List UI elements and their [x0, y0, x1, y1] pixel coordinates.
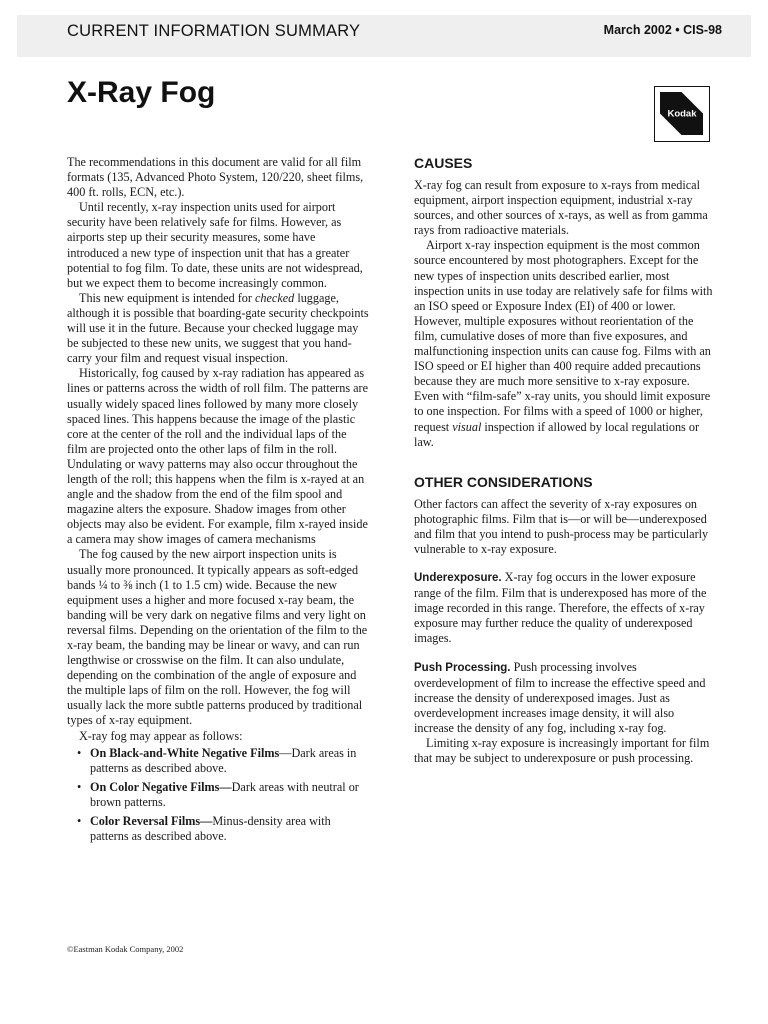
paragraph-appearance-intro: X-ray fog may appear as follows: [79, 728, 243, 743]
right-column [414, 155, 716, 766]
list-item-term: On Color Negative Films— [90, 779, 232, 794]
left-column [67, 155, 369, 848]
list-item-desc: Dark areas with neutral or brown patterns. [90, 779, 359, 809]
bullet-mark: • [77, 745, 82, 760]
fog-appearance-list [67, 746, 369, 845]
underexposure-term: Underexposure. [414, 572, 502, 585]
paragraph-airport-units: Until recently, x-ray inspection units used for airport security have been relatively safe for films. However, as airports step up their security measures, some have introduced a new type of inspection unit that has a greater potential to fog film. To date, these units are not widespread, but we expect them to become increasingly common. [67, 200, 363, 290]
other-considerations-heading: OTHER CONSIDERATIONS [414, 473, 593, 490]
list-item [77, 746, 369, 776]
push-processing-paragraph [414, 660, 716, 736]
kodak-logo-icon [660, 92, 703, 135]
other-considerations-paragraph: Other factors can affect the severity of x-ray exposures on photographic films. Film that is—or will be—underexposed and film that you intend to push-process may be particularly vulnerable to x-ray exposure. [414, 496, 709, 556]
list-item-desc: Minus-density area with patterns as described above. [90, 814, 331, 844]
section-label: CURRENT INFORMATION SUMMARY [67, 22, 361, 40]
emphasis-checked: checked [255, 290, 295, 305]
text-run: Airport x-ray inspection equipment is the most common source encountered by most photographers. Except for the new types of inspection units described earlier, most inspection units in use today are relatively safe for films with an ISO speed or Exposure Index (EI) of 400 or lower. However, multiple exposures without reorientation of the film, cumulative doses of more than five exposures, and malfunctioning inspection units can cause fog. Films with an ISO speed or EI higher than 400 require added precautions because they are much more sensitive to x-ray exposure. Even with “film-safe” x-ray units, you should limit exposure to one inspection. For films with a speed of 1000 or higher, request [414, 238, 713, 434]
text-run: This new equipment is intended for [79, 290, 256, 305]
paragraph-historical-fog: Historically, fog caused by x-ray radiation has appeared as lines or patterns across the width of roll film. The patterns are usually widely spaced lines followed by many more closely spaced lines. This happens because the image of the plastic core at the center of the roll and the individual laps of the film are projected onto the other laps of film in the roll. Undulating or wavy patterns may also occur throughout the length of the roll; this happens when the film is x-rayed at an angle and the shadow from the end of the film spool and magazine alters the exposure. Shadow images from other objects may also be evident. For example, film x-rayed inside a camera may show images of camera mechanisms [67, 366, 368, 547]
list-item-term: Color Reversal Films— [90, 814, 213, 829]
push-processing-term: Push Processing. [414, 661, 511, 674]
emphasis-visual: visual [452, 419, 482, 434]
paragraph-checked-luggage [67, 291, 369, 366]
causes-heading: CAUSES [414, 155, 473, 171]
date-code: March 2002 • CIS-98 [603, 23, 722, 37]
list-item-desc: —Dark areas in patterns as described above. [90, 745, 357, 775]
text-run: inspection if allowed by local regulations or law. [414, 419, 700, 449]
list-item [77, 814, 369, 844]
text-run: luggage, although it is possible that boarding-gate security checkpoints will use it in the future. Because your checked luggage may be subjected to these new units, we suggest that you hand-carry your film and request visual inspection. [67, 290, 369, 366]
causes-paragraph-sources: X-ray fog can result from exposure to x-rays from medical equipment, airport inspection equipment, industrial x-ray sources, and other sources of x-rays, as well as from gamma rays from radioactive materials. [414, 178, 708, 238]
bullet-mark: • [77, 779, 82, 794]
header-band [17, 15, 751, 57]
push-processing-text: Push processing involves overdevelopment of film to increase the effective speed and increase the density of underexposed images. Just as overdevelopment increases image density, it will also increase the density of any fog, including x-ray fog. [414, 659, 706, 735]
page-title: X-Ray Fog [67, 76, 216, 109]
kodak-logo [654, 86, 710, 142]
list-item-term: On Black-and-White Negative Films [90, 745, 280, 760]
paragraph-new-units-fog: The fog caused by the new airport inspection units is usually more pronounced. It typically appears as soft-edged bands ¼ to ⅜ inch (1 to 1.5 cm) wide. Because the new equipment uses a higher and more focused x-ray beam, the banding will be very dark on negative films and very light on reversal films. Depending on the orientation of the film to the x-ray beam, the banding may be linear or wavy, and can run lengthwise or crosswise on the film. It can also undulate, depending on the combination of the angle of exposure and the multiple laps of film on the roll. However, the fog will usually lack the more subtle patterns produced by traditional types of x-ray equipment. [67, 547, 368, 728]
underexposure-paragraph [414, 570, 716, 646]
underexposure-text: X-ray fog occurs in the lower exposure range of the film. Film that is underexposed has more of the image recorded in this range. Therefore, the effects of x-ray exposure may further reduce the quality of underexposed images. [414, 570, 707, 646]
list-item [77, 780, 369, 810]
intro-paragraph: The recommendations in this document are valid for all film formats (135, Advanced Photo System, 120/220, sheet films, 400 ft. rolls, ECN, etc.). [67, 155, 364, 200]
causes-paragraph-airport [414, 238, 716, 449]
bullet-mark: • [77, 814, 82, 829]
kodak-logo-text: Kodak [667, 108, 697, 120]
copyright-footer: ©Eastman Kodak Company, 2002 [67, 944, 184, 954]
limiting-exposure-paragraph: Limiting x-ray exposure is increasingly important for film that may be subject to underexposure or push processing. [414, 736, 710, 766]
